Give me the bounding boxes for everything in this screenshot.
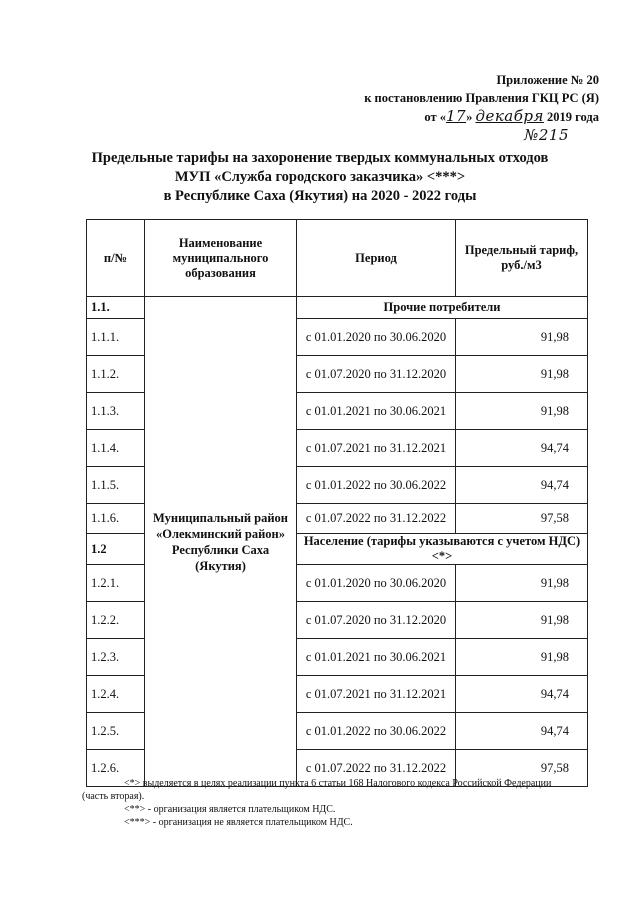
row-tariff: 91,98 (456, 602, 588, 639)
title-line-3: в Республике Саха (Якутия) на 2020 - 2022 годы (163, 188, 477, 204)
document-title (0, 149, 640, 206)
group-row (87, 297, 588, 319)
municipality-cell: Муниципальный район «Олекминский район» Республики Саха (Якутия) (145, 297, 297, 787)
footnotes (82, 777, 602, 829)
tariff-table (86, 219, 588, 787)
group-label: Прочие потребители (297, 297, 588, 319)
header-tariff: Предельный тариф, руб./м3 (456, 220, 588, 297)
appendix-title: Приложение № 20 (496, 73, 599, 87)
row-tariff: 94,74 (456, 713, 588, 750)
row-period: с 01.01.2021 по 30.06.2021 (297, 639, 456, 676)
row-num: 1.1.1. (87, 319, 145, 356)
row-period: с 01.07.2020 по 31.12.2020 (297, 602, 456, 639)
row-period: с 01.01.2021 по 30.06.2021 (297, 393, 456, 430)
row-tariff: 91,98 (456, 356, 588, 393)
row-num: 1.1.6. (87, 504, 145, 534)
table-header-row (87, 220, 588, 297)
row-num: 1.1.4. (87, 430, 145, 467)
row-period: с 01.07.2021 по 31.12.2021 (297, 430, 456, 467)
row-tariff: 97,58 (456, 504, 588, 534)
handwritten-month: декабря (475, 107, 544, 125)
row-num: 1.2.6. (87, 750, 145, 787)
row-tariff: 94,74 (456, 467, 588, 504)
row-num: 1.2.4. (87, 676, 145, 713)
row-period: с 01.01.2020 по 30.06.2020 (297, 565, 456, 602)
group-num: 1.2 (87, 534, 145, 565)
date-year: 2019 года (547, 110, 599, 124)
header-municipality: Наименование муниципального образования (145, 220, 297, 297)
title-line-1: Предельные тарифы на захоронение твердых коммунальных отходов (91, 150, 549, 166)
footnote-1-continued: (часть вторая). (82, 791, 145, 802)
row-tariff: 91,98 (456, 319, 588, 356)
footnote-3: <***> - организация не является плательщиком НДС. (124, 817, 353, 828)
row-num: 1.2.3. (87, 639, 145, 676)
appendix-header (239, 71, 599, 144)
handwritten-day: 17 (445, 107, 467, 125)
row-tariff: 91,98 (456, 393, 588, 430)
group-num: 1.1. (87, 297, 145, 319)
group-label: Население (тарифы указываются с учетом НДС) <*> (297, 534, 588, 565)
date-day-open: « (439, 110, 446, 124)
date-day-close: » (466, 110, 473, 124)
row-tariff: 94,74 (456, 430, 588, 467)
row-num: 1.1.3. (87, 393, 145, 430)
appendix-resolution: к постановлению Правления ГКЦ РС (Я) (364, 91, 599, 105)
row-period: с 01.07.2020 по 31.12.2020 (297, 356, 456, 393)
row-period: с 01.07.2022 по 31.12.2022 (297, 504, 456, 534)
row-period: с 01.07.2021 по 31.12.2021 (297, 676, 456, 713)
row-period: с 01.01.2022 по 30.06.2022 (297, 713, 456, 750)
row-period: с 01.01.2022 по 30.06.2022 (297, 467, 456, 504)
date-prefix: от (424, 110, 437, 124)
header-num: п/№ (87, 220, 145, 297)
handwritten-number: №215 (524, 126, 569, 144)
row-tariff: 94,74 (456, 676, 588, 713)
row-tariff: 91,98 (456, 565, 588, 602)
row-num: 1.2.2. (87, 602, 145, 639)
row-num: 1.2.1. (87, 565, 145, 602)
row-num: 1.2.5. (87, 713, 145, 750)
row-tariff: 97,58 (456, 750, 588, 787)
row-period: с 01.07.2022 по 31.12.2022 (297, 750, 456, 787)
row-period: с 01.01.2020 по 30.06.2020 (297, 319, 456, 356)
footnote-2: <**> - организация является плательщиком НДС. (124, 804, 336, 815)
row-tariff: 91,98 (456, 639, 588, 676)
row-num: 1.1.2. (87, 356, 145, 393)
title-line-2: МУП «Служба городского заказчика» <***> (174, 169, 466, 185)
header-period: Период (297, 220, 456, 297)
row-num: 1.1.5. (87, 467, 145, 504)
footnote-1: <*> выделяется в целях реализации пункта 6 статьи 168 Налогового кодекса Российской Федерации (124, 778, 552, 789)
appendix-date-line (239, 107, 599, 126)
